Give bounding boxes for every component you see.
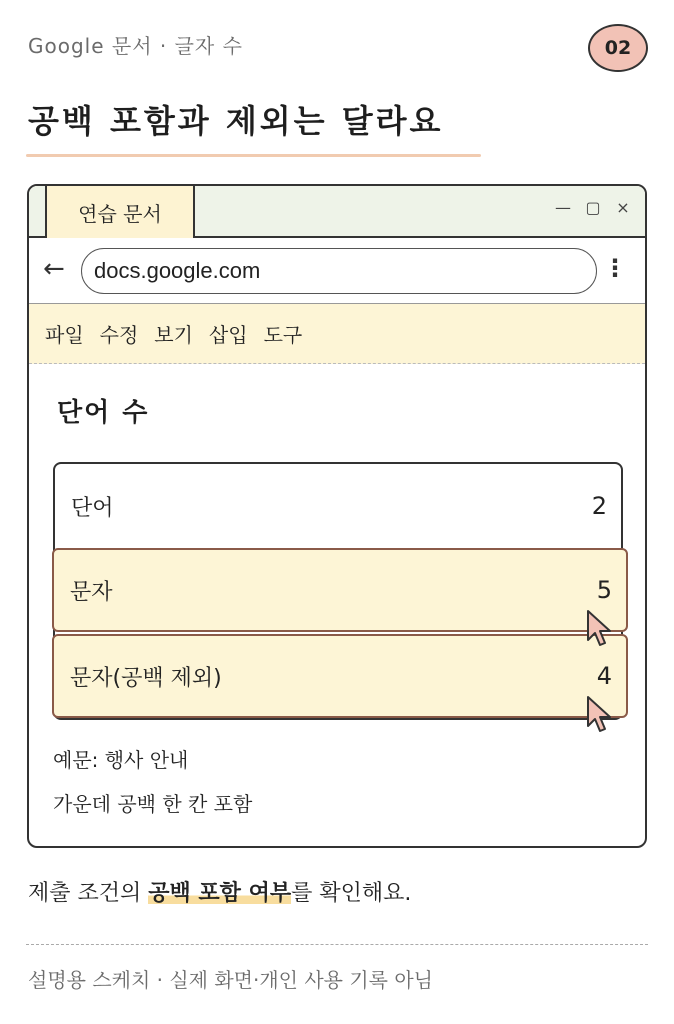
menu-item-tools[interactable]: 도구 xyxy=(263,323,303,347)
footer-note-suffix: 를 확인해요. xyxy=(291,881,412,906)
window-controls xyxy=(555,198,631,217)
mouse-pointer-icon xyxy=(585,608,615,648)
menu-bar xyxy=(29,304,645,364)
menu-item-file[interactable]: 파일 xyxy=(45,323,84,347)
minimize-icon[interactable]: — xyxy=(555,198,571,217)
kebab-menu-icon[interactable]: ⋮ xyxy=(603,254,627,282)
browser-window xyxy=(27,184,647,848)
header-subtitle: Google 문서 · 글자 수 xyxy=(28,34,243,58)
mouse-pointer-icon xyxy=(585,694,615,734)
page-number-badge: 02 xyxy=(588,24,648,72)
disclaimer: 설명용 스케치 · 실제 화면·개인 사용 기록 아님 xyxy=(28,968,433,992)
table-row-characters xyxy=(52,548,628,632)
row-label: 문자 xyxy=(70,579,113,605)
row-label: 단어 xyxy=(71,495,114,521)
address-bar xyxy=(29,238,645,304)
table-row-characters-no-spaces xyxy=(52,634,628,718)
maximize-icon[interactable]: ▢ xyxy=(585,198,601,217)
row-value: 2 xyxy=(591,492,607,520)
word-count-dialog-title: 단어 수 xyxy=(57,398,150,428)
row-value: 4 xyxy=(596,662,612,690)
url-field[interactable]: docs.google.com xyxy=(81,248,597,294)
tab-bar xyxy=(29,186,645,238)
example-text-line-2: 가운데 공백 한 칸 포함 xyxy=(53,792,253,816)
footer-note-highlight: 공백 포함 여부 xyxy=(148,881,292,906)
title-underline xyxy=(26,154,481,157)
arrow-left-icon[interactable]: ← xyxy=(43,254,65,284)
menu-item-view[interactable]: 보기 xyxy=(154,323,193,347)
word-count-table xyxy=(53,462,623,720)
close-icon[interactable]: × xyxy=(616,198,630,217)
menu-item-insert[interactable]: 삽입 xyxy=(208,323,248,347)
table-row-words xyxy=(55,464,621,548)
menu-item-edit[interactable]: 수정 xyxy=(99,323,139,347)
tab-practice-document[interactable]: 연습 문서 xyxy=(45,186,195,238)
example-text-line-1: 예문: 행사 안내 xyxy=(53,748,189,772)
footer-divider xyxy=(26,944,648,945)
row-value: 5 xyxy=(596,576,612,604)
row-label: 문자(공백 제외) xyxy=(70,665,222,691)
footer-note-prefix: 제출 조건의 xyxy=(28,881,149,906)
page-title: 공백 포함과 제외는 달라요 xyxy=(28,102,444,140)
footer-note xyxy=(28,876,411,907)
